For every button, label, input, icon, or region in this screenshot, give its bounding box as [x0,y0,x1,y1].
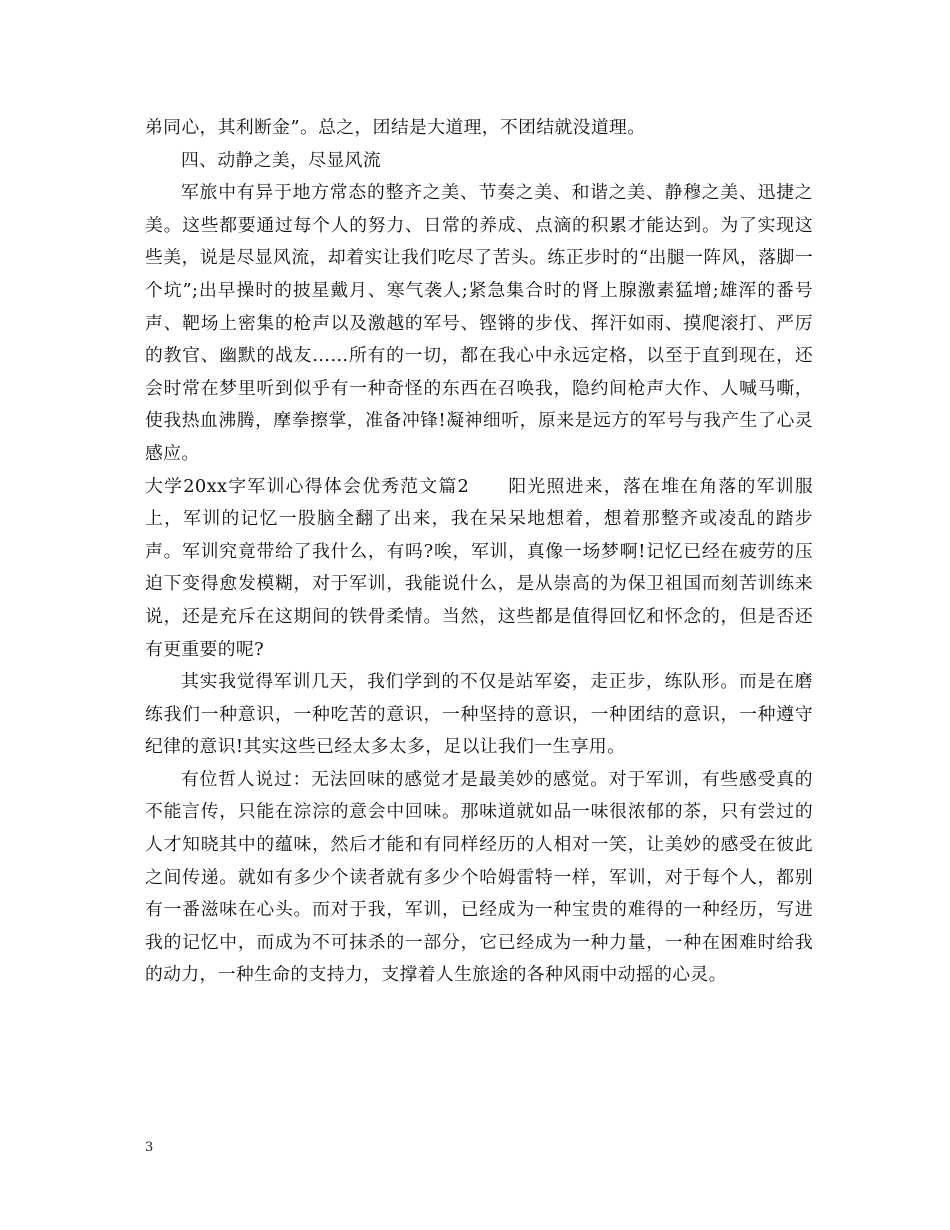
paragraph-philosopher: 有位哲人说过：无法回味的感觉才是最美妙的感觉。对于军训，有些感受真的不能言传，只能在淙淙的意会中回味。那味道就如品一味很浓郁的茶，只有尝过的人才知晓其中的蕴味，然后才能和有同样经历的人相对一笑，让美妙的感受在彼此之间传递。就如有多少个读者就有多少个哈姆雷特一样，军训，对于每个人，都别有一番滋味在心头。而对于我，军训，已经成为一种宝贵的难得的一种经历，写进我的记忆中，而成为不可抹杀的一部分，它已经成为一种力量，一种在困难时给我的动力，一种生命的支持力，支撑着人生旅途的各种风雨中动摇的心灵。 [145,768,813,986]
paragraph-awareness: 其实我觉得军训几天，我们学到的不仅是站军姿，走正步，练队形。而是在磨练我们一种意识，一种吃苦的意识，一种坚持的意识，一种团结的意识，一种遵守纪律的意识!其实这些已经太多太多，足以让我们一生享用。 [145,671,813,758]
section-heading-four: 四、动静之美，尽显风流 [181,149,381,171]
page-number: 3 [145,1140,154,1155]
paragraph-continuation: 弟同心，其利断金”。总之，团结是大道理，不团结就没道理。 [145,117,646,138]
paragraph-military-beauty: 军旅中有异于地方常态的整齐之美、节奏之美、和谐之美、静穆之美、迅捷之美。这些都要通过每个人的努力、日常的养成、点滴的积累才能达到。为了实现这些美，说是尽显风流，却着实让我们吃尽了苦头。练正步时的“出腿一阵风，落脚一个坑”;出早操时的披星戴月、寒气袭人;紧急集合时的肾上腺激素猛增;雄浑的番号声、靶场上密集的枪声以及激越的军号、铿锵的步伐、挥汗如雨、摸爬滚打、严厉的教官、幽默的战友……所有的一切，都在我心中永远定格，以至于直到现在，还会时常在梦里听到似乎有一种奇怪的东西在召唤我，隐约间枪声大作、人喊马嘶，使我热血沸腾，摩拳擦掌，准备冲锋!凝神细听，原来是远方的军号与我产生了心灵感应。 [145,182,813,464]
document-body [145,112,813,992]
paragraph-article-two: 大学20xx字军训心得体会优秀范文篇2 阳光照进来，落在堆在角落的军训服上，军训的记忆一股脑全翻了出来，我在呆呆地想着，想着那整齐或凌乱的踏步声。军训究竟带给了我什么，有吗?唉，军训，真像一场梦啊!记忆已经在疲劳的压迫下变得愈发模糊，对于军训，我能说什么，是从崇高的为保卫祖国而刻苦训练来说，还是充斥在这期间的铁骨柔情。当然，这些都是值得回忆和怀念的，但是否还有更重要的呢? [145,475,813,660]
